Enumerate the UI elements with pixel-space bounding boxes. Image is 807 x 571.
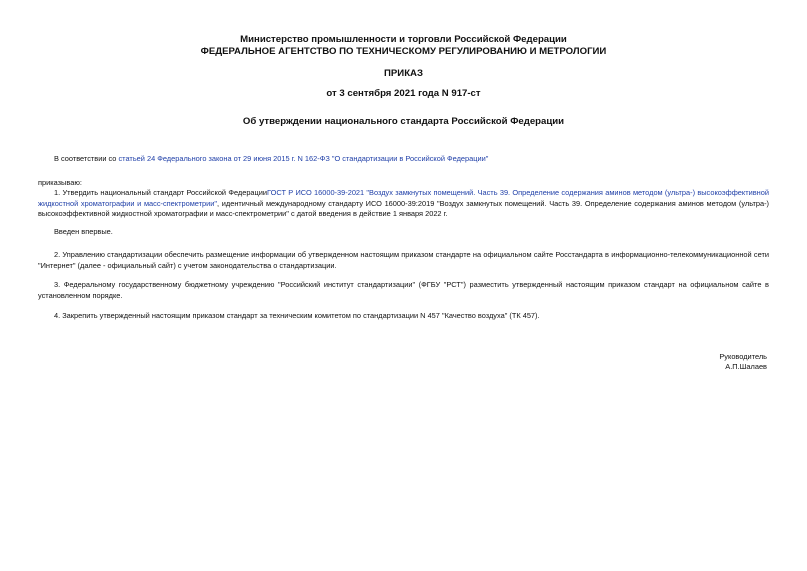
legal-basis-paragraph (38, 154, 769, 165)
law-article-link[interactable]: статьей 24 Федерального закона от 29 июня 2015 г. N 162-ФЗ "О стандартизации в Российской Федерации" (118, 154, 489, 163)
document-title: Об утверждении национального стандарта Российской Федерации (242, 116, 565, 127)
gost-standard-link[interactable]: ГОСТ Р ИСО 16000-39-2021 "Воздух замкнутых помещений. Часть 39. Определение содержания аминов методом (ультра-) высокоэффективной жидкостной хроматографии и масс-спектрометрии" (38, 188, 769, 208)
document-date-number: от 3 сентября 2021 года N 917-ст (326, 88, 481, 99)
document-type: ПРИКАЗ (384, 68, 423, 79)
order-word: приказываю: (38, 178, 82, 187)
item-1-suffix: , идентичный международному стандарту ИСО 16000-39:2019 "Воздух замкнутых помещений. Часть 39. Определение содержания аминов методом (ультра-) высокоэффективной жидкостной хроматографии и масс-спектрометрии" с датой введения в действие 1 января 2022 г. (38, 198, 769, 218)
legal-basis-prefix: В соответствии со (54, 154, 119, 163)
first-time-note: Введен впервые. (54, 227, 113, 236)
item-2-paragraph: 2. Управлению стандартизации обеспечить размещение информации об утвержденном настоящим приказом стандарте на официальном сайте Росстандарта в информационно-телекоммуникационной сети "Интернет" (далее - официальный сайт) с учетом законодательства о стандартизации. (38, 250, 769, 270)
item-4-paragraph: 4. Закрепить утвержденный настоящим приказом стандарт за техническим комитетом по стандартизации N 457 "Качество воздуха" (ТК 457). (54, 311, 540, 320)
item-1-prefix: 1. Утвердить национальный стандарт Российской Федерации (54, 188, 268, 197)
signatory-role: Руководитель (719, 352, 767, 361)
signatory-name: А.П.Шалаев (725, 362, 767, 371)
item-3-paragraph: 3. Федеральному государственному бюджетному учреждению "Российский институт стандартизации" (ФГБУ "РСТ") разместить утвержденный настоящим приказом стандарт на официальном сайте в установленном порядке. (38, 280, 769, 300)
ministry-name: Министерство промышленности и торговли Российской Федерации (240, 34, 567, 45)
item-1-paragraph (38, 188, 769, 220)
agency-name: ФЕДЕРАЛЬНОЕ АГЕНТСТВО ПО ТЕХНИЧЕСКОМУ РЕГУЛИРОВАНИЮ И МЕТРОЛОГИИ (200, 46, 607, 57)
